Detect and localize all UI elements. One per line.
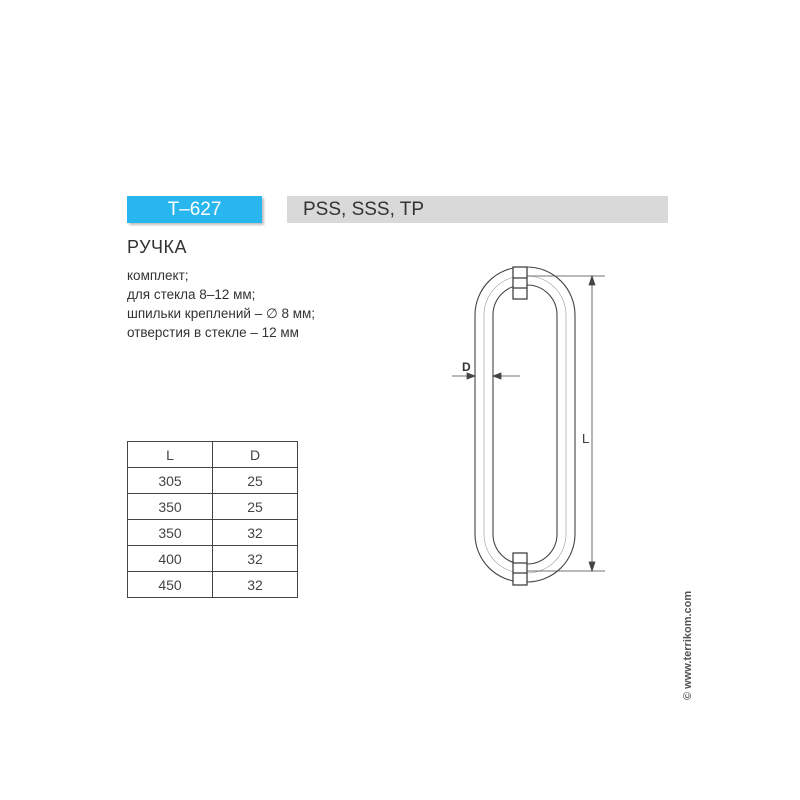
cell-d: 32 — [213, 546, 298, 572]
product-code-badge: T–627 — [127, 196, 262, 223]
bottom-mount-block — [513, 553, 527, 585]
dimension-label-d: D — [462, 360, 471, 374]
cell-d: 25 — [213, 494, 298, 520]
handle-drawing — [430, 255, 620, 595]
cell-l: 400 — [128, 546, 213, 572]
table-row — [128, 520, 298, 546]
table-row — [128, 494, 298, 520]
spec-line: для стекла 8–12 мм; — [127, 287, 256, 302]
size-table — [127, 441, 298, 598]
table-row — [128, 468, 298, 494]
finish-options-bar: PSS, SSS, TP — [287, 196, 668, 223]
table-row — [128, 546, 298, 572]
dimension-label-l: L — [582, 431, 590, 446]
cell-l: 305 — [128, 468, 213, 494]
column-header-d: D — [213, 442, 298, 468]
table-header-row — [128, 442, 298, 468]
spec-line: шпильки креплений – ∅ 8 мм; — [127, 306, 316, 321]
spec-line: комплект; — [127, 268, 189, 283]
cell-d: 32 — [213, 520, 298, 546]
cell-d: 25 — [213, 468, 298, 494]
spec-list — [127, 266, 315, 342]
table-row — [128, 572, 298, 598]
handle-outline — [475, 267, 575, 582]
copyright-watermark: © www.terrikom.com — [682, 590, 694, 700]
cell-d: 32 — [213, 572, 298, 598]
spec-line: отверстия в стекле – 12 мм — [127, 325, 299, 340]
cell-l: 350 — [128, 494, 213, 520]
top-mount-block — [513, 267, 527, 299]
cell-l: 450 — [128, 572, 213, 598]
cell-l: 350 — [128, 520, 213, 546]
column-header-l: L — [128, 442, 213, 468]
product-title: РУЧКА — [127, 237, 188, 257]
